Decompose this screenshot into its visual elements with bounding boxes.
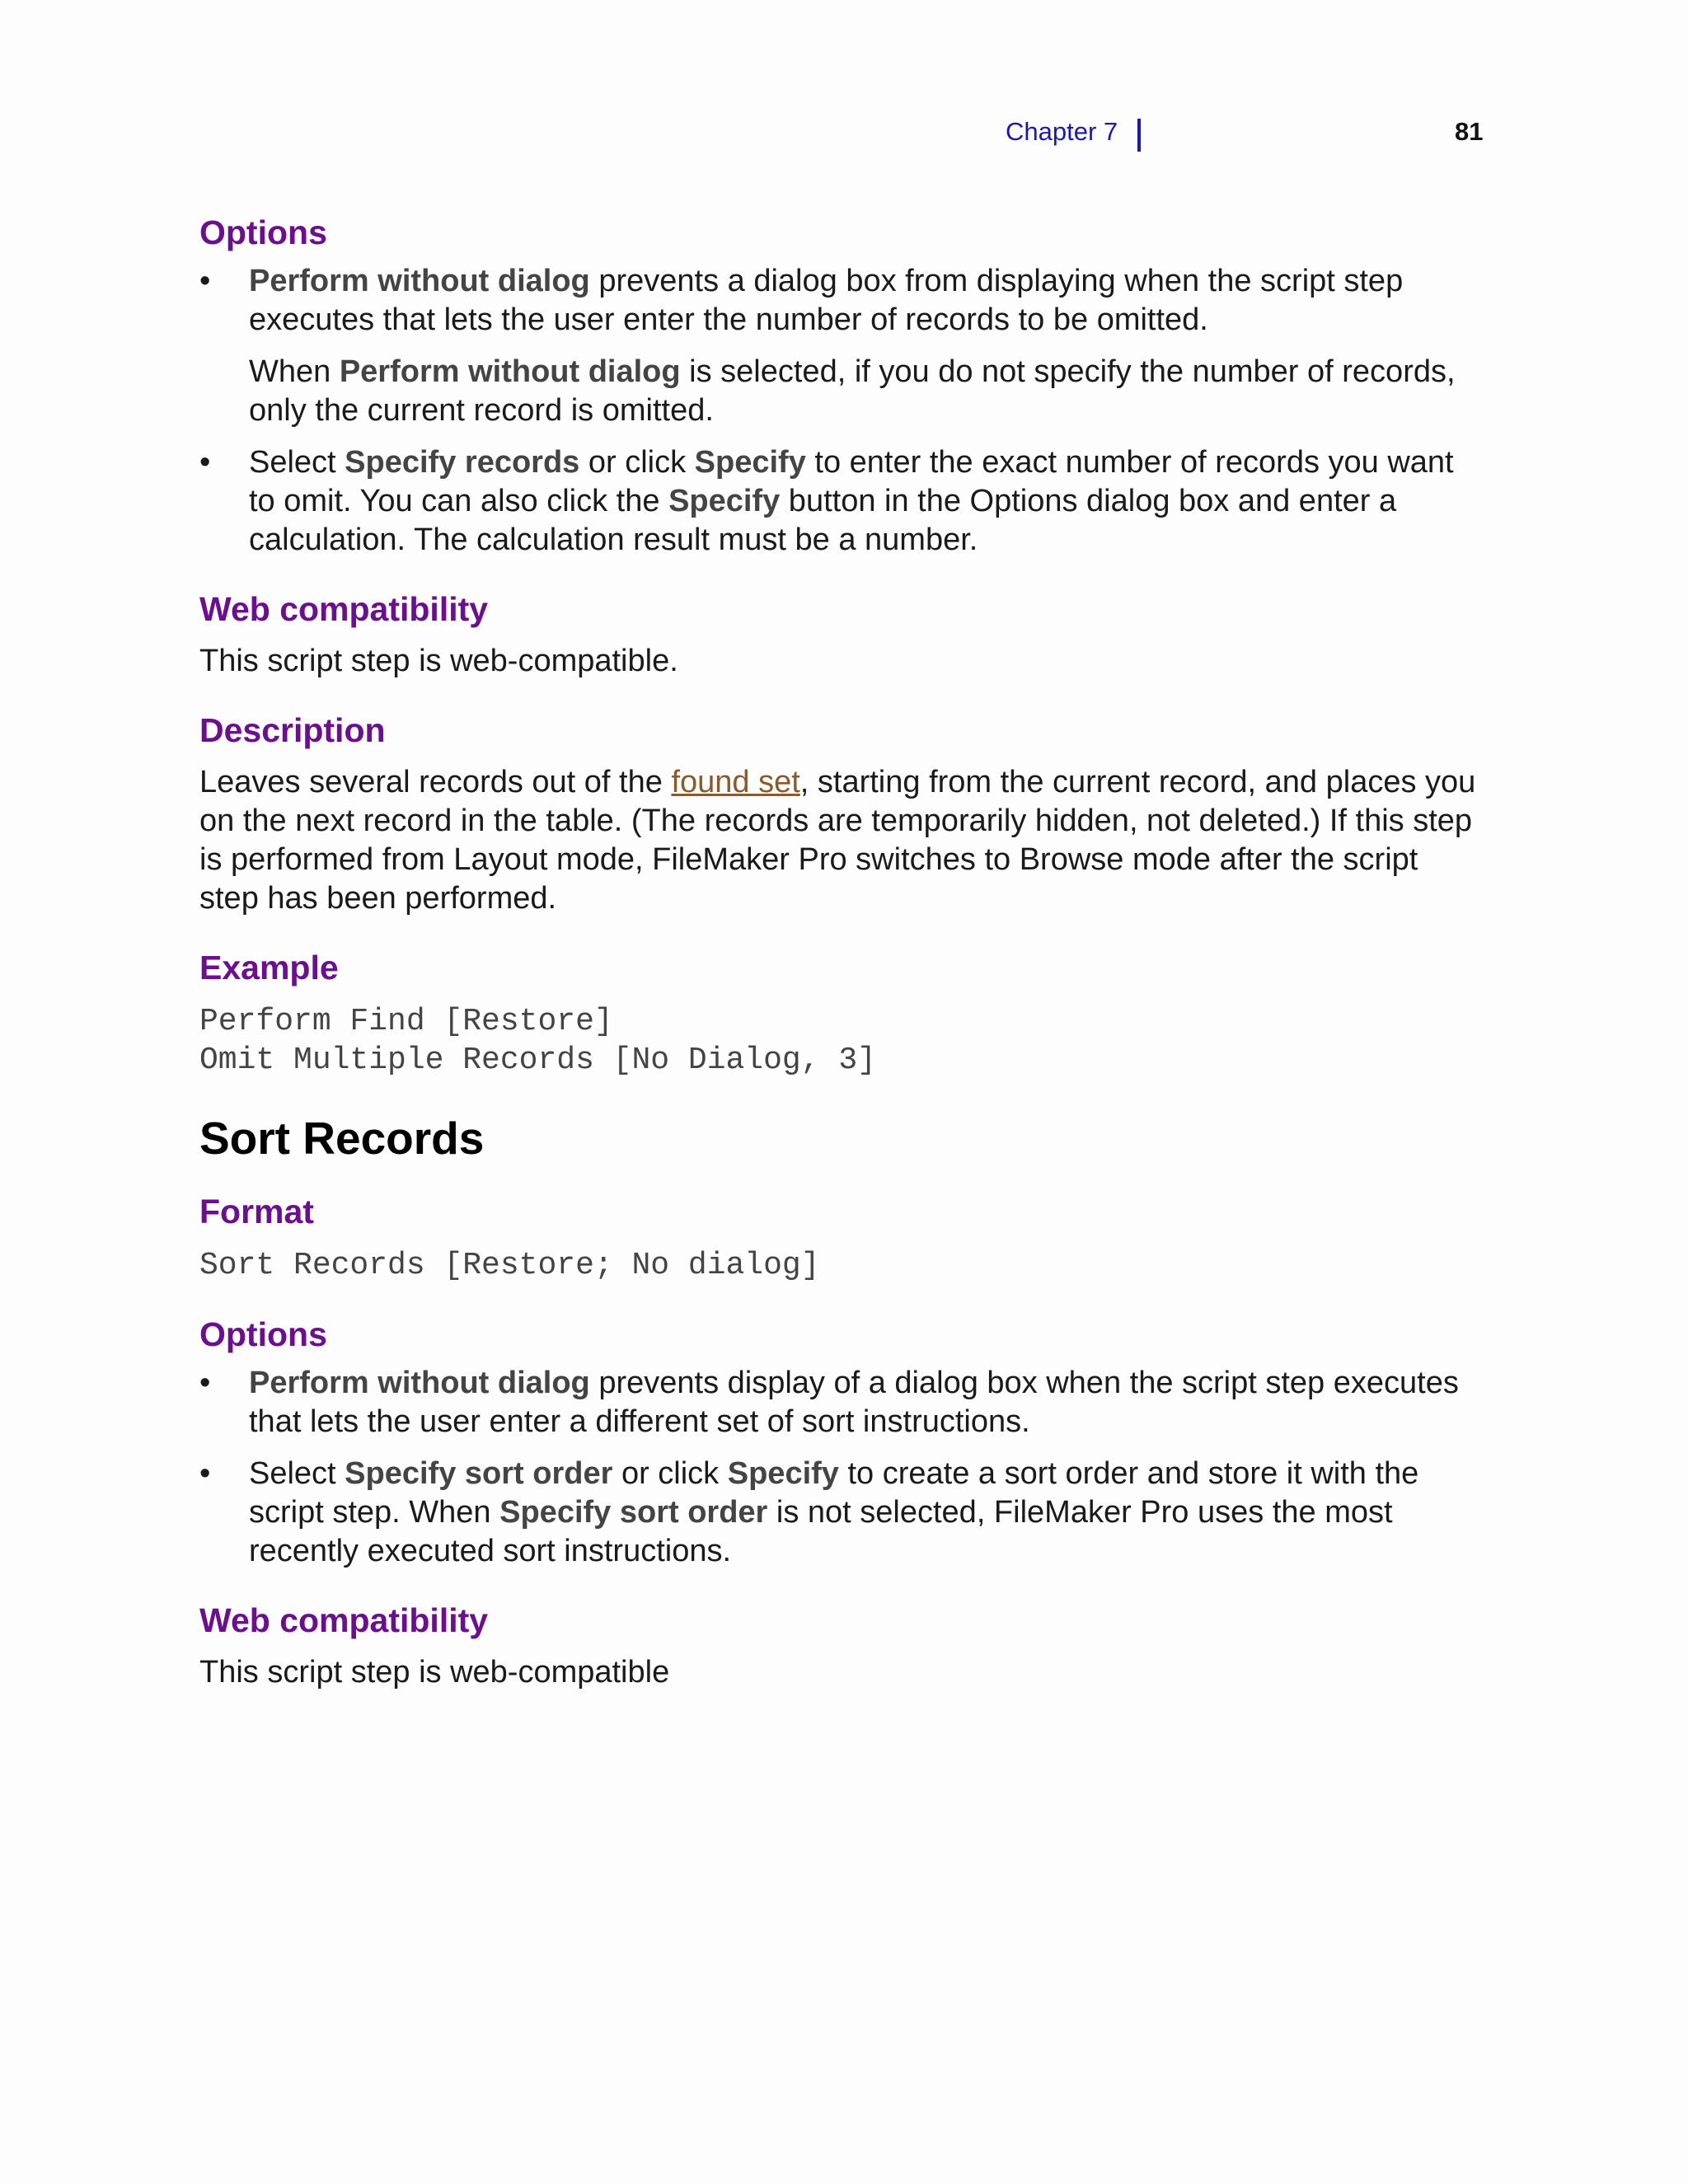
list-item (199, 262, 1485, 430)
text-run: Select (249, 445, 345, 480)
text-run: button in the Options dialog box and enter a calculation. The calculation result must be a number. (249, 484, 1397, 557)
bullet-body: prevents display of a dialog box when the script step executes that lets the user enter a different set of sort instructions. (249, 1366, 1459, 1439)
list-item (199, 443, 1485, 560)
option-name: Specify sort order (345, 1456, 613, 1491)
code-line: Perform Find [Restore] (199, 1004, 613, 1039)
found-set-link[interactable]: found set (671, 765, 800, 799)
text-run: to enter the exact number of records you want to omit. You can also click the (249, 445, 1454, 518)
bullet-icon: • (199, 445, 211, 480)
bullet-icon: • (199, 1456, 211, 1491)
button-name: Specify (668, 484, 781, 518)
bullet-text (249, 1364, 1485, 1441)
subtext-body: is selected, if you do not specify the number of records, only the current record is omitted. (249, 354, 1456, 428)
description-heading: Description (199, 711, 386, 749)
subtext-prefix: When (249, 354, 340, 389)
chapter-label: Chapter 7 (1006, 117, 1118, 146)
section-title: Sort Records (199, 1113, 485, 1164)
page-number: 81 (1455, 117, 1484, 146)
list-item (199, 1455, 1485, 1571)
bullet-body: prevents a dialog box from displaying when the script step executes that lets the user enter the number of records to be omitted. (249, 264, 1404, 337)
text-run: , starting from the current record, and places you on the next record in the table. (The records are temporarily hidden, not deleted.) If this step is performed from Layout mode, FileMaker Pro switches to Browse mode after the script step has been performed. (199, 765, 1476, 916)
web-compatibility-text: This script step is web-compatible (199, 1655, 670, 1690)
web-compatibility-text: This script step is web-compatible. (199, 644, 678, 678)
option-name: Perform without dialog (249, 264, 590, 298)
options-heading: Options (199, 213, 327, 251)
format-heading: Format (199, 1193, 314, 1230)
text-run: or click (612, 1456, 728, 1491)
bullet-text (249, 262, 1485, 340)
bullet-text (249, 1455, 1485, 1571)
code-line: Omit Multiple Records [No Dialog, 3] (199, 1043, 876, 1078)
option-name: Perform without dialog (249, 1366, 590, 1400)
options-list (199, 262, 1485, 560)
example-code (199, 1002, 1485, 1080)
option-name: Specify records (345, 445, 580, 480)
bullet-text (249, 443, 1485, 560)
format-code: Sort Records [Restore; No dialog] (199, 1248, 820, 1283)
text-run: or click (579, 445, 695, 480)
button-name: Specify (694, 445, 806, 480)
option-name: Perform without dialog (339, 354, 681, 389)
bullet-icon: • (199, 1366, 211, 1400)
page-content (199, 211, 1485, 1692)
text-run: is not selected, FileMaker Pro uses the most recently executed sort instructions. (249, 1495, 1393, 1568)
bullet-subtext (249, 353, 1485, 430)
text-run: to create a sort order and store it with the script step. When (249, 1456, 1419, 1530)
example-heading: Example (199, 949, 339, 987)
description-text (199, 763, 1485, 918)
text-run: Leaves several records out of the (199, 765, 672, 799)
header-divider (1137, 119, 1141, 152)
text-run: Select (249, 1456, 345, 1491)
button-name: Specify (727, 1456, 839, 1491)
options-list (199, 1364, 1485, 1571)
list-item (199, 1364, 1485, 1441)
options-heading: Options (199, 1315, 327, 1353)
page-header (0, 115, 1688, 155)
bullet-icon: • (199, 264, 211, 298)
option-name: Specify sort order (499, 1495, 768, 1530)
web-compatibility-heading: Web compatibility (199, 590, 489, 628)
web-compatibility-heading: Web compatibility (199, 1601, 489, 1639)
